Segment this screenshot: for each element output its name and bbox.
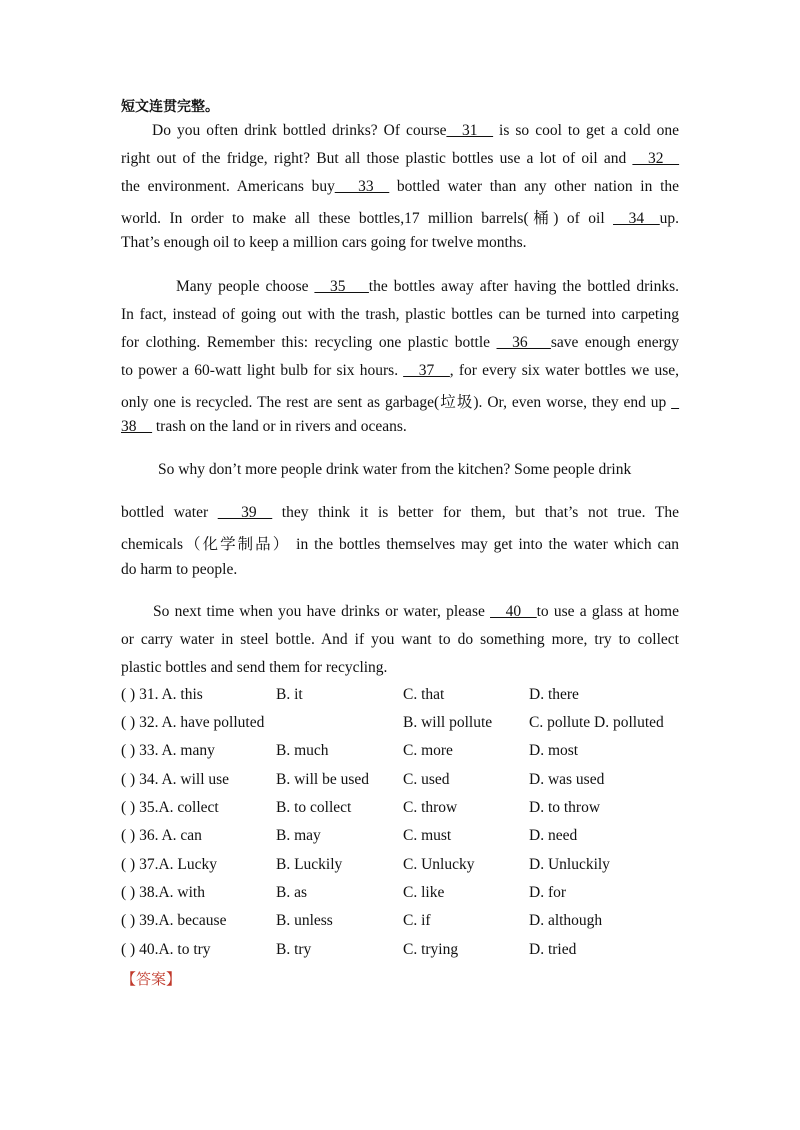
blank-32: __32__ (632, 150, 679, 167)
answer-label: 【答案】 (121, 970, 182, 988)
p3-line-3: chemicals（化学制品） in the bottles themselves may get into the water which can (121, 536, 679, 553)
p2-line-5: only one is recycled. The rest are sent as garbage(垃圾). Or, even worse, they end up _ (121, 394, 679, 411)
option-row-32: ( ) 32. A. have polluted B. will pollute C. pollute D. polluted (121, 714, 664, 731)
p4-line-2: or carry water in steel bottle. And if you want to do something more, try to collect (121, 631, 679, 648)
blank-37: __37__ (403, 362, 450, 379)
blank-35: __35___ (314, 278, 369, 295)
p3-line-2: bottled water ___39__ they think it is better for them, but that’s not true. The (121, 504, 679, 521)
p1-line-2: right out of the fridge, right? But all those plastic bottles use a lot of oil and __32__ (121, 150, 679, 167)
p2-line-4: to power a 60-watt light bulb for six hours. __37__, for every six water bottles we use, (121, 362, 679, 379)
option-row-33: ( ) 33. A. many B. much C. more D. most (121, 742, 579, 759)
blank-38: 38__ (121, 418, 152, 435)
blank-36: __36___ (496, 334, 551, 351)
p3-line-4: do harm to people. (121, 561, 238, 578)
blank-31: __31__ (446, 122, 493, 139)
option-row-36: ( ) 36. A. can B. may C. must D. need (121, 827, 578, 844)
p1-line-5: That’s enough oil to keep a million cars going for twelve months. (121, 234, 527, 251)
blank-40: __40__ (490, 603, 537, 620)
p4-line-1: So next time when you have drinks or water, please __40__to use a glass at home (153, 603, 679, 620)
blank-39: ___39__ (217, 504, 273, 521)
option-row-38: ( ) 38.A. with B. as C. like D. for (121, 884, 567, 901)
p2-line-6: 38__ trash on the land or in rivers and oceans. (121, 418, 407, 435)
p1-line-4: world. In order to make all these bottles,17 million barrels(桶) of oil __34__up. (121, 210, 679, 227)
p1-line-1: Do you often drink bottled drinks? Of course__31__ is so cool to get a cold one (152, 122, 679, 139)
p1-line-3: the environment. Americans buy___33__ bottled water than any other nation in the (121, 178, 680, 195)
blank-33: ___33__ (334, 178, 390, 195)
blank-34: __34__ (613, 210, 660, 227)
option-row-35: ( ) 35.A. collect B. to collect C. throw D. to throw (121, 799, 601, 816)
p3-line-1: So why don’t more people drink water from the kitchen? Some people drink (158, 461, 632, 478)
option-row-31: ( ) 31. A. this B. it C. that D. there (121, 686, 579, 703)
p2-line-2: In fact, instead of going out with the trash, plastic bottles can be turned into carpeting (121, 306, 679, 323)
option-row-34: ( ) 34. A. will use B. will be used C. used D. was used (121, 771, 605, 788)
option-row-39: ( ) 39.A. because B. unless C. if D. although (121, 912, 603, 929)
option-row-37: ( ) 37.A. Lucky B. Luckily C. Unlucky D. Unluckily (121, 856, 610, 873)
p4-line-3: plastic bottles and send them for recycling. (121, 659, 388, 676)
section-heading: 短文连贯完整。 (121, 99, 219, 115)
option-row-40: ( ) 40.A. to try B. try C. trying D. tried (121, 941, 577, 958)
p2-line-1: Many people choose __35___the bottles away after having the bottled drinks. (176, 278, 679, 295)
p2-line-3: for clothing. Remember this: recycling one plastic bottle __36___save enough energy (121, 334, 679, 351)
